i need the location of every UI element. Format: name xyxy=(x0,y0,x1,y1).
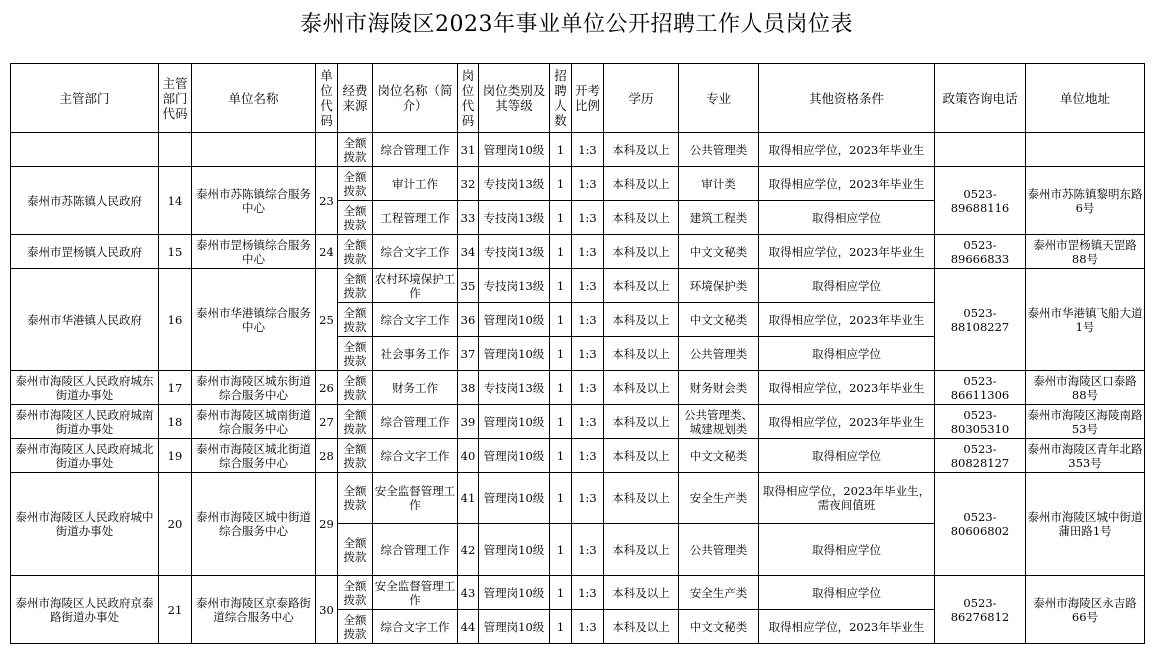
education-cell: 本科及以上 xyxy=(604,610,679,644)
funding-cell: 全额拨款 xyxy=(338,473,373,524)
major-cell: 公共管理类 xyxy=(679,524,759,576)
header-dept: 主管部门 xyxy=(11,64,159,133)
education-cell: 本科及以上 xyxy=(604,167,679,201)
table-row xyxy=(11,167,1145,201)
post-type-cell: 专技岗13级 xyxy=(479,269,550,303)
header-funding: 经费来源 xyxy=(338,64,373,133)
header-unit-code: 单位代码 xyxy=(316,64,338,133)
post-type-cell: 专技岗13级 xyxy=(479,371,550,405)
dept-cell xyxy=(11,133,159,167)
other-cell: 取得相应学位 xyxy=(759,576,935,610)
header-major: 专业 xyxy=(679,64,759,133)
major-cell: 环境保护类 xyxy=(679,269,759,303)
exam-ratio-cell: 1:3 xyxy=(572,235,604,269)
other-cell: 取得相应学位 xyxy=(759,524,935,576)
post-type-cell: 管理岗10级 xyxy=(479,405,550,439)
exam-ratio-cell: 1:3 xyxy=(572,371,604,405)
hire-count-cell: 1 xyxy=(550,269,572,303)
phone-cell: 0523-88108227 xyxy=(935,269,1026,371)
funding-cell: 全额拨款 xyxy=(338,405,373,439)
exam-ratio-cell: 1:3 xyxy=(572,610,604,644)
exam-ratio-cell: 1:3 xyxy=(572,405,604,439)
hire-count-cell: 1 xyxy=(550,133,572,167)
dept-code-cell: 15 xyxy=(159,235,192,269)
table-row xyxy=(11,269,1145,303)
post-name-cell: 综合管理工作 xyxy=(373,405,458,439)
major-cell: 建筑工程类 xyxy=(679,201,759,235)
address-cell: 泰州市海陵区青年北路353号 xyxy=(1026,439,1145,473)
phone-cell: 0523-80828127 xyxy=(935,439,1026,473)
header-post-type: 岗位类别及其等级 xyxy=(479,64,550,133)
table-row xyxy=(11,439,1145,473)
other-cell: 取得相应学位 xyxy=(759,269,935,303)
post-code-cell: 34 xyxy=(458,235,479,269)
post-type-cell: 管理岗10级 xyxy=(479,576,550,610)
dept-cell: 泰州市海陵区人民政府城南街道办事处 xyxy=(11,405,159,439)
phone-cell: 0523-80305310 xyxy=(935,405,1026,439)
post-code-cell: 31 xyxy=(458,133,479,167)
phone-cell: 0523-89666833 xyxy=(935,235,1026,269)
unit-code-cell: 28 xyxy=(316,439,338,473)
hire-count-cell: 1 xyxy=(550,201,572,235)
major-cell: 中文文秘类 xyxy=(679,303,759,337)
phone-cell: 0523-86276812 xyxy=(935,576,1026,644)
address-cell xyxy=(1026,133,1145,167)
unit-code-cell: 29 xyxy=(316,473,338,576)
education-cell: 本科及以上 xyxy=(604,405,679,439)
address-cell: 泰州市海陵区永吉路66号 xyxy=(1026,576,1145,644)
table-row xyxy=(11,576,1145,610)
dept-code-cell: 14 xyxy=(159,167,192,235)
hire-count-cell: 1 xyxy=(550,167,572,201)
post-name-cell: 综合管理工作 xyxy=(373,524,458,576)
funding-cell: 全额拨款 xyxy=(338,201,373,235)
post-type-cell: 管理岗10级 xyxy=(479,133,550,167)
phone-cell xyxy=(935,133,1026,167)
post-name-cell: 综合文字工作 xyxy=(373,303,458,337)
exam-ratio-cell: 1:3 xyxy=(572,576,604,610)
other-cell: 取得相应学位 xyxy=(759,439,935,473)
post-name-cell: 综合管理工作 xyxy=(373,133,458,167)
post-name-cell: 安全监督管理工作 xyxy=(373,576,458,610)
post-type-cell: 管理岗10级 xyxy=(479,303,550,337)
post-type-cell: 管理岗10级 xyxy=(479,439,550,473)
funding-cell: 全额拨款 xyxy=(338,371,373,405)
major-cell: 公共管理类 xyxy=(679,337,759,371)
header-row xyxy=(11,64,1145,133)
dept-cell: 泰州市罡杨镇人民政府 xyxy=(11,235,159,269)
post-code-cell: 43 xyxy=(458,576,479,610)
education-cell: 本科及以上 xyxy=(604,133,679,167)
unit-code-cell: 25 xyxy=(316,269,338,371)
other-cell: 取得相应学位，2023年毕业生 xyxy=(759,371,935,405)
unit-code-cell: 24 xyxy=(316,235,338,269)
education-cell: 本科及以上 xyxy=(604,337,679,371)
post-code-cell: 39 xyxy=(458,405,479,439)
dept-code-cell: 21 xyxy=(159,576,192,644)
job-table xyxy=(10,63,1145,644)
education-cell: 本科及以上 xyxy=(604,201,679,235)
dept-cell: 泰州市华港镇人民政府 xyxy=(11,269,159,371)
dept-code-cell: 16 xyxy=(159,269,192,371)
other-cell: 取得相应学位 xyxy=(759,337,935,371)
funding-cell: 全额拨款 xyxy=(338,269,373,303)
header-education: 学历 xyxy=(604,64,679,133)
other-cell: 取得相应学位，2023年毕业生 xyxy=(759,610,935,644)
other-cell: 取得相应学位，2023年毕业生，需夜间值班 xyxy=(759,473,935,524)
table-row xyxy=(11,133,1145,167)
education-cell: 本科及以上 xyxy=(604,473,679,524)
post-code-cell: 44 xyxy=(458,610,479,644)
post-code-cell: 41 xyxy=(458,473,479,524)
education-cell: 本科及以上 xyxy=(604,524,679,576)
funding-cell: 全额拨款 xyxy=(338,337,373,371)
funding-cell: 全额拨款 xyxy=(338,524,373,576)
education-cell: 本科及以上 xyxy=(604,439,679,473)
post-type-cell: 管理岗10级 xyxy=(479,524,550,576)
dept-code-cell: 20 xyxy=(159,473,192,576)
education-cell: 本科及以上 xyxy=(604,303,679,337)
header-phone: 政策咨询电话 xyxy=(935,64,1026,133)
post-name-cell: 综合文字工作 xyxy=(373,610,458,644)
post-name-cell: 安全监督管理工作 xyxy=(373,473,458,524)
exam-ratio-cell: 1:3 xyxy=(572,473,604,524)
funding-cell: 全额拨款 xyxy=(338,235,373,269)
major-cell: 安全生产类 xyxy=(679,576,759,610)
exam-ratio-cell: 1:3 xyxy=(572,439,604,473)
hire-count-cell: 1 xyxy=(550,235,572,269)
post-code-cell: 42 xyxy=(458,524,479,576)
other-cell: 取得相应学位，2023年毕业生 xyxy=(759,133,935,167)
dept-code-cell: 19 xyxy=(159,439,192,473)
dept-cell: 泰州市苏陈镇人民政府 xyxy=(11,167,159,235)
post-type-cell: 管理岗10级 xyxy=(479,610,550,644)
funding-cell: 全额拨款 xyxy=(338,439,373,473)
other-cell: 取得相应学位，2023年毕业生 xyxy=(759,167,935,201)
dept-cell: 泰州市海陵区人民政府京泰路街道办事处 xyxy=(11,576,159,644)
header-address: 单位地址 xyxy=(1026,64,1145,133)
exam-ratio-cell: 1:3 xyxy=(572,337,604,371)
funding-cell: 全额拨款 xyxy=(338,167,373,201)
unit-code-cell: 30 xyxy=(316,576,338,644)
funding-cell: 全额拨款 xyxy=(338,610,373,644)
funding-cell: 全额拨款 xyxy=(338,303,373,337)
address-cell: 泰州市苏陈镇黎明东路6号 xyxy=(1026,167,1145,235)
major-cell: 中文文秘类 xyxy=(679,610,759,644)
funding-cell: 全额拨款 xyxy=(338,576,373,610)
post-type-cell: 管理岗10级 xyxy=(479,473,550,524)
table-body xyxy=(11,64,1145,644)
unit-cell: 泰州市苏陈镇综合服务中心 xyxy=(192,167,316,235)
unit-cell: 泰州市海陵区城北街道综合服务中心 xyxy=(192,439,316,473)
post-name-cell: 工程管理工作 xyxy=(373,201,458,235)
dept-code-cell xyxy=(159,133,192,167)
post-name-cell: 综合文字工作 xyxy=(373,439,458,473)
hire-count-cell: 1 xyxy=(550,337,572,371)
post-name-cell: 综合文字工作 xyxy=(373,235,458,269)
post-type-cell: 专技岗13级 xyxy=(479,235,550,269)
unit-code-cell: 26 xyxy=(316,371,338,405)
dept-code-cell: 17 xyxy=(159,371,192,405)
major-cell: 中文文秘类 xyxy=(679,439,759,473)
unit-code-cell: 23 xyxy=(316,167,338,235)
other-cell: 取得相应学位，2023年毕业生 xyxy=(759,405,935,439)
hire-count-cell: 1 xyxy=(550,439,572,473)
education-cell: 本科及以上 xyxy=(604,371,679,405)
exam-ratio-cell: 1:3 xyxy=(572,269,604,303)
post-type-cell: 专技岗13级 xyxy=(479,167,550,201)
other-cell: 取得相应学位，2023年毕业生 xyxy=(759,235,935,269)
address-cell: 泰州市罡杨镇天罡路88号 xyxy=(1026,235,1145,269)
header-exam-ratio: 开考比例 xyxy=(572,64,604,133)
unit-code-cell: 27 xyxy=(316,405,338,439)
header-other: 其他资格条件 xyxy=(759,64,935,133)
address-cell: 泰州市华港镇飞船大道1号 xyxy=(1026,269,1145,371)
header-unit: 单位名称 xyxy=(192,64,316,133)
hire-count-cell: 1 xyxy=(550,524,572,576)
address-cell: 泰州市海陵区海陵南路53号 xyxy=(1026,405,1145,439)
dept-cell: 泰州市海陵区人民政府城中街道办事处 xyxy=(11,473,159,576)
post-name-cell: 审计工作 xyxy=(373,167,458,201)
major-cell: 审计类 xyxy=(679,167,759,201)
unit-cell: 泰州市海陵区城南街道综合服务中心 xyxy=(192,405,316,439)
header-hire-count: 招聘人数 xyxy=(550,64,572,133)
major-cell: 财务财会类 xyxy=(679,371,759,405)
education-cell: 本科及以上 xyxy=(604,269,679,303)
education-cell: 本科及以上 xyxy=(604,235,679,269)
address-cell: 泰州市海陵区口泰路88号 xyxy=(1026,371,1145,405)
table-row xyxy=(11,235,1145,269)
hire-count-cell: 1 xyxy=(550,303,572,337)
table-row xyxy=(11,371,1145,405)
unit-code-cell xyxy=(316,133,338,167)
phone-cell: 0523-86611306 xyxy=(935,371,1026,405)
exam-ratio-cell: 1:3 xyxy=(572,201,604,235)
header-dept-code: 主管部门代码 xyxy=(159,64,192,133)
hire-count-cell: 1 xyxy=(550,405,572,439)
post-code-cell: 35 xyxy=(458,269,479,303)
table-row xyxy=(11,473,1145,524)
major-cell: 公共管理类 xyxy=(679,133,759,167)
phone-cell: 0523-80606802 xyxy=(935,473,1026,576)
unit-cell: 泰州市罡杨镇综合服务中心 xyxy=(192,235,316,269)
other-cell: 取得相应学位，2023年毕业生 xyxy=(759,303,935,337)
post-name-cell: 社会事务工作 xyxy=(373,337,458,371)
post-type-cell: 专技岗13级 xyxy=(479,201,550,235)
major-cell: 公共管理类、城建规划类 xyxy=(679,405,759,439)
exam-ratio-cell: 1:3 xyxy=(572,133,604,167)
unit-cell: 泰州市海陵区京泰路街道综合服务中心 xyxy=(192,576,316,644)
post-code-cell: 36 xyxy=(458,303,479,337)
exam-ratio-cell: 1:3 xyxy=(572,524,604,576)
phone-cell: 0523-89688116 xyxy=(935,167,1026,235)
header-post-code: 岗位代码 xyxy=(458,64,479,133)
address-cell: 泰州市海陵区城中街道蒲田路1号 xyxy=(1026,473,1145,576)
hire-count-cell: 1 xyxy=(550,576,572,610)
dept-cell: 泰州市海陵区人民政府城北街道办事处 xyxy=(11,439,159,473)
unit-cell xyxy=(192,133,316,167)
major-cell: 安全生产类 xyxy=(679,473,759,524)
dept-cell: 泰州市海陵区人民政府城东街道办事处 xyxy=(11,371,159,405)
exam-ratio-cell: 1:3 xyxy=(572,303,604,337)
exam-ratio-cell: 1:3 xyxy=(572,167,604,201)
page-title: 泰州市海陵区2023年事业单位公开招聘工作人员岗位表 xyxy=(300,12,853,37)
post-type-cell: 管理岗10级 xyxy=(479,337,550,371)
education-cell: 本科及以上 xyxy=(604,576,679,610)
unit-cell: 泰州市华港镇综合服务中心 xyxy=(192,269,316,371)
header-post-name: 岗位名称（简介） xyxy=(373,64,458,133)
unit-cell: 泰州市海陵区城东街道综合服务中心 xyxy=(192,371,316,405)
table-row xyxy=(11,405,1145,439)
hire-count-cell: 1 xyxy=(550,610,572,644)
post-code-cell: 40 xyxy=(458,439,479,473)
post-code-cell: 33 xyxy=(458,201,479,235)
post-code-cell: 38 xyxy=(458,371,479,405)
hire-count-cell: 1 xyxy=(550,371,572,405)
major-cell: 中文文秘类 xyxy=(679,235,759,269)
post-name-cell: 财务工作 xyxy=(373,371,458,405)
dept-code-cell: 18 xyxy=(159,405,192,439)
hire-count-cell: 1 xyxy=(550,473,572,524)
unit-cell: 泰州市海陵区城中街道综合服务中心 xyxy=(192,473,316,576)
post-code-cell: 37 xyxy=(458,337,479,371)
other-cell: 取得相应学位 xyxy=(759,201,935,235)
post-name-cell: 农村环境保护工作 xyxy=(373,269,458,303)
post-code-cell: 32 xyxy=(458,167,479,201)
funding-cell: 全额拨款 xyxy=(338,133,373,167)
